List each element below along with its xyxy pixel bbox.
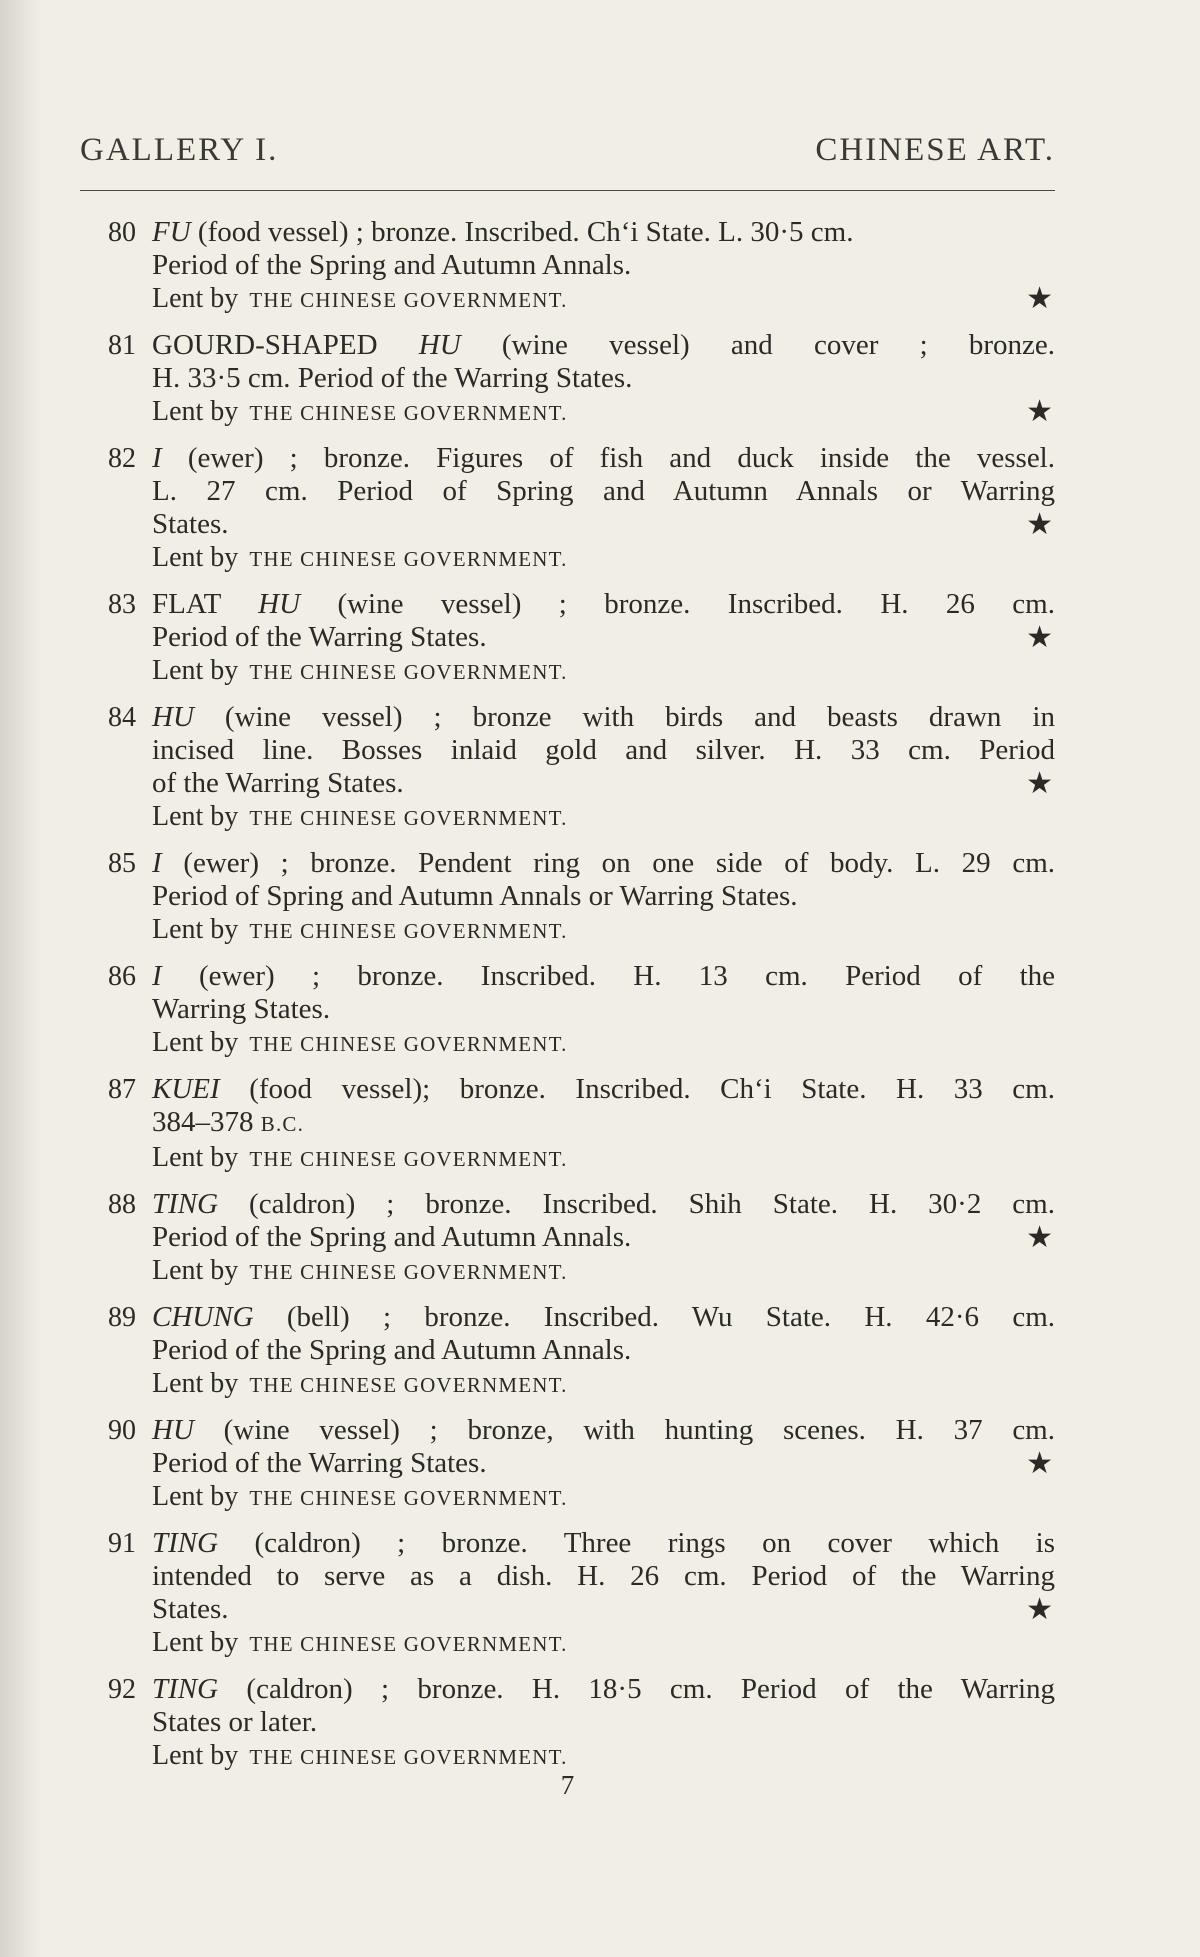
lender-line: Lent by THE CHINESE GOVERNMENT. <box>152 1368 568 1399</box>
description-line: 384–378 B.C. <box>152 1106 305 1138</box>
entry-number: 86 <box>108 961 136 992</box>
lender-name: THE CHINESE GOVERNMENT. <box>249 547 568 571</box>
catalogue-entry-87 <box>108 1073 1055 1176</box>
catalogue-entry-90 <box>108 1414 1055 1515</box>
description-line: KUEI (food vessel); bronze. Inscribed. Ch‘i State. H. 33 cm. <box>152 1073 1055 1105</box>
entry-description <box>152 1301 1055 1402</box>
entry-number: 80 <box>108 217 136 248</box>
catalogue-entry-92 <box>108 1673 1055 1774</box>
header-rule <box>80 190 1055 191</box>
lender-line: Lent by THE CHINESE GOVERNMENT. ★ <box>152 282 1053 315</box>
description-line: intended to serve as a dish. H. 26 cm. Period of the Warring <box>152 1560 1055 1592</box>
lender-name: THE CHINESE GOVERNMENT. <box>249 1486 568 1510</box>
catalogue-entry-83 <box>108 588 1055 689</box>
entry-number: 87 <box>108 1074 136 1105</box>
lender-line: Lent by THE CHINESE GOVERNMENT. <box>152 1255 568 1286</box>
lender-line: Lent by THE CHINESE GOVERNMENT. <box>152 801 568 832</box>
description-line: CHUNG (bell) ; bronze. Inscribed. Wu State. H. 42·6 cm. <box>152 1301 1055 1333</box>
lender-name: THE CHINESE GOVERNMENT. <box>249 1373 568 1397</box>
description-line: FU (food vessel) ; bronze. Inscribed. Ch‘i State. L. 30·5 cm. <box>152 216 854 248</box>
entry-number: 84 <box>108 702 136 733</box>
catalogue-entry-84 <box>108 701 1055 835</box>
description-line: L. 27 cm. Period of Spring and Autumn Annals or Warring <box>152 475 1055 507</box>
lender-name: THE CHINESE GOVERNMENT. <box>249 288 568 312</box>
description-line: HU (wine vessel) ; bronze with birds and beasts drawn in <box>152 701 1055 733</box>
star-icon: ★ <box>1026 621 1053 654</box>
entry-number: 90 <box>108 1415 136 1446</box>
object-type: HU <box>258 588 301 620</box>
lender-name: THE CHINESE GOVERNMENT. <box>249 660 568 684</box>
entry-number: 82 <box>108 443 136 474</box>
entry-description <box>152 847 1055 948</box>
catalogue-entry-85 <box>108 847 1055 948</box>
entry-number: 92 <box>108 1674 136 1705</box>
description-line: States. ★ <box>152 1593 1053 1626</box>
object-type: CHUNG <box>152 1301 254 1333</box>
lender-line: Lent by THE CHINESE GOVERNMENT. <box>152 1740 568 1771</box>
object-type: KUEI <box>152 1073 220 1105</box>
book-spine-shadow <box>0 0 40 1957</box>
lender-name: THE CHINESE GOVERNMENT. <box>249 1260 568 1284</box>
description-line: States. ★ <box>152 508 1053 541</box>
star-icon: ★ <box>1026 1221 1053 1254</box>
object-type: TING <box>152 1188 219 1220</box>
catalogue-entry-81 <box>108 329 1055 430</box>
entry-description <box>152 1188 1055 1289</box>
description-line: TING (caldron) ; bronze. H. 18·5 cm. Period of the Warring <box>152 1673 1055 1705</box>
entry-number: 89 <box>108 1302 136 1333</box>
description-line: States or later. <box>152 1706 318 1738</box>
description-line: I (ewer) ; bronze. Pendent ring on one side of body. L. 29 cm. <box>152 847 1055 879</box>
description-line: Warring States. <box>152 993 331 1025</box>
lender-line: Lent by THE CHINESE GOVERNMENT. <box>152 1027 568 1058</box>
catalogue-entry-82 <box>108 442 1055 576</box>
description-line: Period of Spring and Autumn Annals or Warring States. <box>152 880 798 912</box>
lender-line: Lent by THE CHINESE GOVERNMENT. <box>152 542 568 573</box>
lender-name: THE CHINESE GOVERNMENT. <box>249 1745 568 1769</box>
running-header <box>80 132 1055 180</box>
entry-number: 81 <box>108 330 136 361</box>
description-line: of the Warring States. ★ <box>152 767 1053 800</box>
lender-line: Lent by THE CHINESE GOVERNMENT. <box>152 1627 568 1658</box>
entry-description <box>152 442 1055 576</box>
entry-description <box>152 960 1055 1061</box>
entry-description <box>152 1527 1055 1661</box>
lender-name: THE CHINESE GOVERNMENT. <box>249 1147 568 1171</box>
star-icon: ★ <box>1026 1447 1053 1480</box>
catalogue-page <box>80 0 1055 1957</box>
object-type: I <box>152 442 162 474</box>
description-line: Period of the Spring and Autumn Annals. <box>152 249 632 281</box>
description-line: H. 33·5 cm. Period of the Warring States. <box>152 362 633 394</box>
object-type: HU <box>152 701 194 733</box>
star-icon: ★ <box>1026 395 1053 428</box>
entry-description <box>152 588 1055 689</box>
lender-name: THE CHINESE GOVERNMENT. <box>249 806 568 830</box>
entry-description <box>152 1414 1055 1515</box>
lender-name: THE CHINESE GOVERNMENT. <box>249 1632 568 1656</box>
catalogue-entries <box>108 216 1055 1786</box>
description-line: Period of the Spring and Autumn Annals. <box>152 1334 632 1366</box>
star-icon: ★ <box>1026 767 1053 800</box>
description-line: GOURD-SHAPED HU (wine vessel) and cover ; bronze. <box>152 329 1055 361</box>
description-line: Period of the Warring States. ★ <box>152 621 1053 654</box>
catalogue-entry-80 <box>108 216 1055 317</box>
entry-number: 88 <box>108 1189 136 1220</box>
object-type: I <box>152 960 162 992</box>
description-line: Period of the Spring and Autumn Annals. ★ <box>152 1221 1053 1254</box>
object-type: I <box>152 847 162 879</box>
lender-line: Lent by THE CHINESE GOVERNMENT. <box>152 914 568 945</box>
object-type: FU <box>152 216 191 248</box>
description-line: TING (caldron) ; bronze. Inscribed. Shih State. H. 30·2 cm. <box>152 1188 1055 1220</box>
page-number: 7 <box>560 1770 575 1800</box>
star-icon: ★ <box>1026 282 1053 315</box>
object-type: HU <box>418 329 461 361</box>
description-line: I (ewer) ; bronze. Figures of fish and duck inside the vessel. <box>152 442 1055 474</box>
lender-line: Lent by THE CHINESE GOVERNMENT. <box>152 655 568 686</box>
entry-description <box>152 1073 1055 1176</box>
description-line: Period of the Warring States. ★ <box>152 1447 1053 1480</box>
description-line: FLAT HU (wine vessel) ; bronze. Inscribed. H. 26 cm. <box>152 588 1055 620</box>
lender-name: THE CHINESE GOVERNMENT. <box>249 1032 568 1056</box>
description-line: HU (wine vessel) ; bronze, with hunting scenes. H. 37 cm. <box>152 1414 1055 1446</box>
entry-number: 91 <box>108 1528 136 1559</box>
catalogue-entry-86 <box>108 960 1055 1061</box>
object-type: HU <box>152 1414 194 1446</box>
catalogue-entry-91 <box>108 1527 1055 1661</box>
star-icon: ★ <box>1026 1593 1053 1626</box>
lender-line: Lent by THE CHINESE GOVERNMENT. <box>152 1142 568 1173</box>
catalogue-entry-89 <box>108 1301 1055 1402</box>
lender-name: THE CHINESE GOVERNMENT. <box>249 919 568 943</box>
object-type: TING <box>152 1527 219 1559</box>
description-line: TING (caldron) ; bronze. Three rings on cover which is <box>152 1527 1055 1559</box>
entry-description <box>152 329 1055 430</box>
lender-name: THE CHINESE GOVERNMENT. <box>249 401 568 425</box>
description-line: I (ewer) ; bronze. Inscribed. H. 13 cm. Period of the <box>152 960 1055 992</box>
star-icon: ★ <box>1026 508 1053 541</box>
entry-number: 83 <box>108 589 136 620</box>
entry-number: 85 <box>108 848 136 879</box>
lender-line: Lent by THE CHINESE GOVERNMENT. <box>152 1481 568 1512</box>
object-type: TING <box>152 1673 219 1705</box>
header-section: CHINESE ART. <box>815 132 1055 168</box>
entry-description <box>152 216 1055 317</box>
header-gallery: GALLERY I. <box>80 132 279 168</box>
description-line: incised line. Bosses inlaid gold and silver. H. 33 cm. Period <box>152 734 1055 766</box>
catalogue-entry-88 <box>108 1188 1055 1289</box>
entry-description <box>152 1673 1055 1774</box>
lender-line: Lent by THE CHINESE GOVERNMENT. ★ <box>152 395 1053 428</box>
entry-description <box>152 701 1055 835</box>
